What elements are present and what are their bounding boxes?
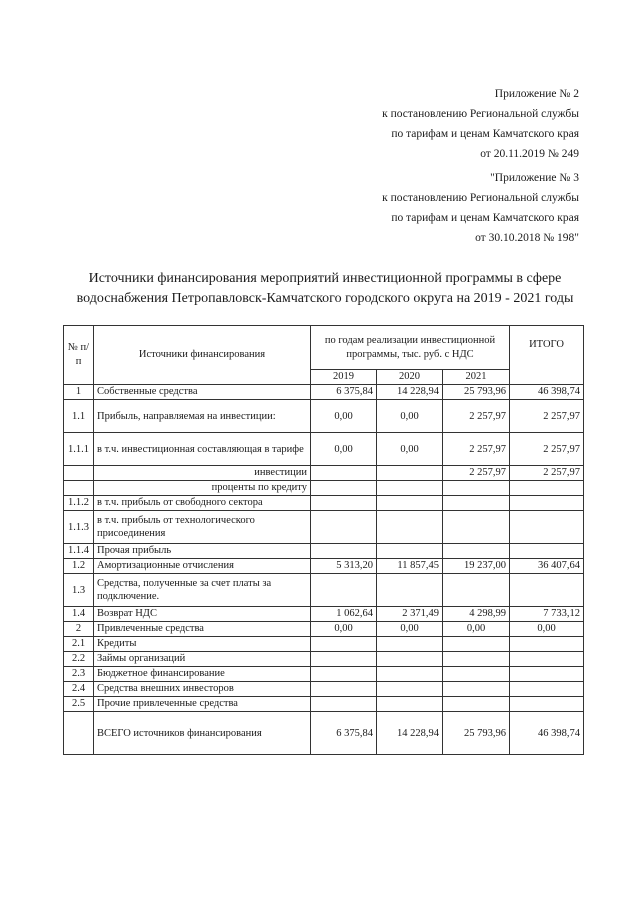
table-row bbox=[64, 559, 584, 574]
table-row bbox=[64, 697, 584, 712]
cell-2019 bbox=[311, 466, 377, 481]
cell-2019 bbox=[311, 637, 377, 652]
cell-2021 bbox=[443, 652, 510, 667]
cell-total bbox=[510, 511, 584, 544]
cell-2021 bbox=[443, 682, 510, 697]
row-name: Привлеченные средства bbox=[94, 622, 311, 637]
table-row bbox=[64, 400, 584, 433]
cell-2020 bbox=[377, 697, 443, 712]
cell-2020: 14 228,94 bbox=[377, 385, 443, 400]
cell-2021: 25 793,96 bbox=[443, 385, 510, 400]
appendix-3-line3: по тарифам и ценам Камчатского края bbox=[391, 212, 579, 224]
cell-2020 bbox=[377, 682, 443, 697]
cell-total bbox=[510, 652, 584, 667]
appendix-3-header bbox=[382, 168, 579, 248]
row-name: Бюджетное финансирование bbox=[94, 667, 311, 682]
cell-2020 bbox=[377, 637, 443, 652]
table-row bbox=[64, 652, 584, 667]
row-name: Прочие привлеченные средства bbox=[94, 697, 311, 712]
row-name: в т.ч. инвестиционная составляющая в тарифе bbox=[94, 433, 311, 466]
appendix-2-line3: по тарифам и ценам Камчатского края bbox=[391, 128, 579, 140]
table-row bbox=[64, 622, 584, 637]
cell-total bbox=[510, 682, 584, 697]
cell-total bbox=[510, 481, 584, 496]
header-total: ИТОГО bbox=[510, 326, 584, 385]
cell-2020 bbox=[377, 574, 443, 607]
cell-total: 0,00 bbox=[510, 622, 584, 637]
cell-2021: 19 237,00 bbox=[443, 559, 510, 574]
cell-2019 bbox=[311, 574, 377, 607]
row-num: 2.2 bbox=[64, 652, 94, 667]
row-num: 1.1.2 bbox=[64, 496, 94, 511]
cell-2020: 0,00 bbox=[377, 622, 443, 637]
appendix-2-line1: Приложение № 2 bbox=[494, 88, 579, 100]
cell-2021 bbox=[443, 544, 510, 559]
appendix-2-line2: к постановлению Региональной службы bbox=[382, 108, 579, 120]
cell-2021 bbox=[443, 697, 510, 712]
header-num: № п/п bbox=[64, 326, 94, 385]
row-num: 1.1.1 bbox=[64, 433, 94, 466]
row-num: 2.5 bbox=[64, 697, 94, 712]
row-name: Прибыль, направляемая на инвестиции: bbox=[94, 400, 311, 433]
row-name: ВСЕГО источников финансирования bbox=[94, 712, 311, 755]
table-row bbox=[64, 481, 584, 496]
cell-2019: 0,00 bbox=[311, 622, 377, 637]
row-name: Амортизационные отчисления bbox=[94, 559, 311, 574]
header-year-2020: 2020 bbox=[377, 370, 443, 385]
cell-2020 bbox=[377, 652, 443, 667]
cell-total bbox=[510, 574, 584, 607]
row-name: в т.ч. прибыль от свободного сектора bbox=[94, 496, 311, 511]
row-num: 1.1.3 bbox=[64, 511, 94, 544]
cell-2019 bbox=[311, 496, 377, 511]
row-num bbox=[64, 466, 94, 481]
cell-2020: 14 228,94 bbox=[377, 712, 443, 755]
cell-2021: 25 793,96 bbox=[443, 712, 510, 755]
cell-2019 bbox=[311, 511, 377, 544]
row-name: Прочая прибыль bbox=[94, 544, 311, 559]
financing-table bbox=[63, 325, 584, 755]
appendix-3-line2: к постановлению Региональной службы bbox=[382, 192, 579, 204]
cell-total bbox=[510, 496, 584, 511]
cell-total bbox=[510, 697, 584, 712]
cell-2019 bbox=[311, 544, 377, 559]
title-line2: водоснабжения Петропавловск-Камчатского городского округа на 2019 - 2021 годы bbox=[76, 291, 574, 306]
table-row-total bbox=[64, 712, 584, 755]
table-row bbox=[64, 496, 584, 511]
row-num bbox=[64, 481, 94, 496]
row-num: 2.1 bbox=[64, 637, 94, 652]
cell-2019: 0,00 bbox=[311, 400, 377, 433]
appendix-3-line4: от 30.10.2018 № 198" bbox=[475, 232, 579, 244]
cell-2021: 2 257,97 bbox=[443, 433, 510, 466]
cell-2019 bbox=[311, 481, 377, 496]
cell-total bbox=[510, 667, 584, 682]
cell-2021: 2 257,97 bbox=[443, 400, 510, 433]
cell-total: 7 733,12 bbox=[510, 607, 584, 622]
cell-total: 36 407,64 bbox=[510, 559, 584, 574]
row-name: Средства внешних инвесторов bbox=[94, 682, 311, 697]
row-num: 2 bbox=[64, 622, 94, 637]
cell-2019: 0,00 bbox=[311, 433, 377, 466]
cell-total: 2 257,97 bbox=[510, 466, 584, 481]
row-name: Собственные средства bbox=[94, 385, 311, 400]
cell-2020: 0,00 bbox=[377, 400, 443, 433]
appendix-2-header bbox=[382, 84, 579, 164]
row-num: 1.3 bbox=[64, 574, 94, 607]
cell-2020 bbox=[377, 667, 443, 682]
cell-2019: 6 375,84 bbox=[311, 712, 377, 755]
cell-2019: 1 062,64 bbox=[311, 607, 377, 622]
cell-2020 bbox=[377, 466, 443, 481]
cell-total bbox=[510, 637, 584, 652]
row-num: 1 bbox=[64, 385, 94, 400]
cell-total: 2 257,97 bbox=[510, 433, 584, 466]
table-row bbox=[64, 682, 584, 697]
table-row bbox=[64, 607, 584, 622]
cell-2020: 2 371,49 bbox=[377, 607, 443, 622]
header-source: Источники финансирования bbox=[94, 326, 311, 385]
header-year-2019: 2019 bbox=[311, 370, 377, 385]
cell-2020 bbox=[377, 496, 443, 511]
cell-2019: 5 313,20 bbox=[311, 559, 377, 574]
row-name: Кредиты bbox=[94, 637, 311, 652]
header-year-2021: 2021 bbox=[443, 370, 510, 385]
row-num: 2.4 bbox=[64, 682, 94, 697]
row-name: проценты по кредиту bbox=[94, 481, 311, 496]
table-row bbox=[64, 466, 584, 481]
cell-2021 bbox=[443, 574, 510, 607]
appendix-3-line1: "Приложение № 3 bbox=[490, 172, 579, 184]
row-num: 1.1.4 bbox=[64, 544, 94, 559]
cell-2021 bbox=[443, 637, 510, 652]
cell-2021: 4 298,99 bbox=[443, 607, 510, 622]
row-num: 1.2 bbox=[64, 559, 94, 574]
row-name: инвестиции bbox=[94, 466, 311, 481]
cell-2020 bbox=[377, 544, 443, 559]
cell-2020: 0,00 bbox=[377, 433, 443, 466]
table-row bbox=[64, 667, 584, 682]
row-name: Возврат НДС bbox=[94, 607, 311, 622]
cell-total: 46 398,74 bbox=[510, 712, 584, 755]
cell-2020 bbox=[377, 481, 443, 496]
appendix-2-line4: от 20.11.2019 № 249 bbox=[480, 148, 579, 160]
cell-2021 bbox=[443, 667, 510, 682]
cell-2019 bbox=[311, 682, 377, 697]
cell-2020 bbox=[377, 511, 443, 544]
cell-2021 bbox=[443, 496, 510, 511]
cell-2021: 2 257,97 bbox=[443, 466, 510, 481]
table-row bbox=[64, 637, 584, 652]
cell-total: 2 257,97 bbox=[510, 400, 584, 433]
cell-2021 bbox=[443, 511, 510, 544]
document-title bbox=[40, 269, 610, 309]
header-years-group: по годам реализации инвестиционной программы, тыс. руб. с НДС bbox=[311, 326, 510, 370]
table-row bbox=[64, 433, 584, 466]
cell-total: 46 398,74 bbox=[510, 385, 584, 400]
table-row bbox=[64, 385, 584, 400]
cell-2019 bbox=[311, 667, 377, 682]
cell-2019 bbox=[311, 697, 377, 712]
cell-2019: 6 375,84 bbox=[311, 385, 377, 400]
cell-2021: 0,00 bbox=[443, 622, 510, 637]
row-num: 2.3 bbox=[64, 667, 94, 682]
title-line1: Источники финансирования мероприятий инвестиционной программы в сфере bbox=[88, 271, 562, 286]
row-num bbox=[64, 712, 94, 755]
cell-2021 bbox=[443, 481, 510, 496]
table-row bbox=[64, 574, 584, 607]
cell-2020: 11 857,45 bbox=[377, 559, 443, 574]
cell-2019 bbox=[311, 652, 377, 667]
table-row bbox=[64, 544, 584, 559]
table-row bbox=[64, 511, 584, 544]
row-name: Средства, полученные за счет платы за подключение. bbox=[94, 574, 311, 607]
row-name: Займы организаций bbox=[94, 652, 311, 667]
row-num: 1.4 bbox=[64, 607, 94, 622]
cell-total bbox=[510, 544, 584, 559]
row-num: 1.1 bbox=[64, 400, 94, 433]
row-name: в т.ч. прибыль от технологического присоединения bbox=[94, 511, 311, 544]
